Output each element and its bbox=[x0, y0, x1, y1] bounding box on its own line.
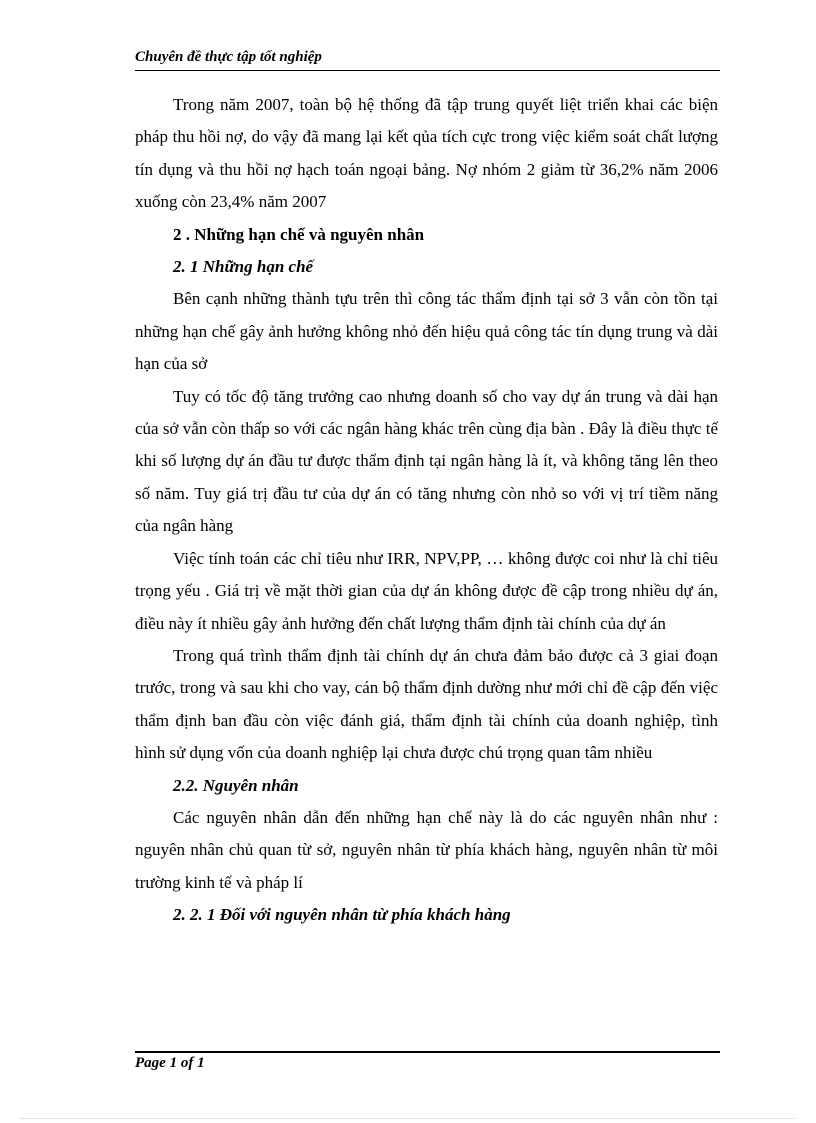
document-body bbox=[135, 89, 718, 932]
paragraph-causes: Các nguyên nhân dẫn đến những hạn chế này là do các nguyên nhân như : nguyên nhân chủ quan từ sở, nguyên nhân từ phía khách hàng, nguyên nhân từ môi trường kinh tế và pháp lí bbox=[135, 807, 718, 892]
subsection-heading-limitations: 2. 1 Những hạn chế bbox=[173, 257, 314, 277]
paragraph-debt-recovery: Trong năm 2007, toàn bộ hệ thống đã tập trung quyết liệt triển khai các biện pháp thu hồi nợ, do vậy đã mang lại kết qủa tích cực trong việc kiểm soát chất lượng tín dụng và thu hồi nợ hạch toán ngoại bảng. Nợ nhóm 2 giảm từ 36,2% năm 2006 xuống còn 23,4% năm 2007 bbox=[135, 95, 718, 212]
footer-divider bbox=[135, 1051, 720, 1053]
subsection-heading-causes: 2.2. Nguyên nhân bbox=[173, 775, 299, 795]
header-divider bbox=[135, 70, 720, 71]
header-title: Chuyên đề thực tập tốt nghiệp bbox=[135, 49, 322, 65]
paragraph-appraisal-stages: Trong quá trình thẩm định tài chính dự án chưa đảm bảo được cả 3 giai đoạn trước, trong và sau khi cho vay, cán bộ thẩm định dường như mới chỉ đề cập đến việc thẩm định ban đầu còn việc đánh giá, thẩm định tài chính của doanh nghiệp, tình hình sử dụng vốn của doanh nghiệp lại chưa được chú trọng quan tâm nhiều bbox=[135, 645, 718, 763]
paragraph-indicators: Việc tính toán các chỉ tiêu như IRR, NPV,PP, … không được coi như là chỉ tiêu trọng yếu . Giá trị về mặt thời gian của dự án không được đề cập trong nhiều dự án, điều này ít nhiều gây ảnh hưởng đến chất lượng thẩm định tài chính của dự án bbox=[135, 548, 718, 633]
page-bottom-edge bbox=[20, 1118, 796, 1119]
paragraph-loan-growth: Tuy có tốc độ tăng trưởng cao nhưng doanh số cho vay dự án trung và dài hạn của sở vẫn còn thấp so với các ngân hàng khác trên cùng địa bàn . Đây là điều thực tế khi số lượng dự án đầu tư được thẩm định tại ngân hàng là ít, và không tăng lên theo số năm. Tuy giá trị đầu tư của dự án có tăng nhưng còn nhỏ so với vị trí tiềm năng của ngân hàng bbox=[135, 386, 718, 536]
section-heading-limitations-causes: 2 . Những hạn chế và nguyên nhân bbox=[173, 224, 425, 244]
paragraph-limitations-intro: Bên cạnh những thành tựu trên thì công tác thẩm định tại sở 3 vẫn còn tồn tại những hạn chế gây ảnh hưởng không nhỏ đến hiệu quả công tác tín dụng trung và dài hạn của sở bbox=[135, 289, 718, 374]
page-number-label: Page 1 of 1 bbox=[135, 1055, 205, 1071]
subsection-heading-customer-causes: 2. 2. 1 Đối với nguyên nhân từ phía khách hàng bbox=[173, 905, 511, 925]
